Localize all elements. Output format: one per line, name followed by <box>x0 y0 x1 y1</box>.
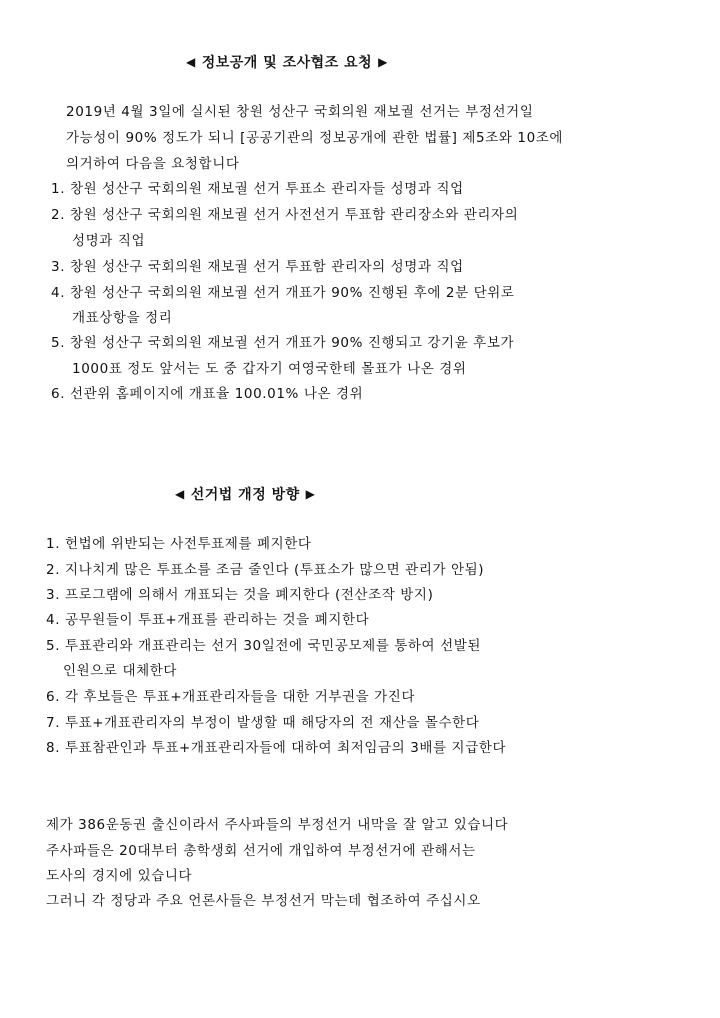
request-item-5-cont: 1000표 정도 앞서는 도 중 갑자기 여영국한테 몰표가 나온 경위 <box>72 361 467 377</box>
reform-item-5-cont: 인원으로 대체한다 <box>63 663 178 679</box>
closing-line-2: 주사파들은 20대부터 총학생회 선거에 개입하여 부정선거에 관해서는 <box>46 843 476 859</box>
reform-item-8: 8. 투표참관인과 투표+개표관리자들에 대하여 최저임금의 3배를 지급한다 <box>46 740 507 756</box>
reform-item-6: 6. 각 후보들은 투표+개표관리자들을 대한 거부권을 가진다 <box>46 689 416 705</box>
request-item-2-cont: 성명과 직업 <box>72 233 146 249</box>
intro-line-2: 가능성이 90% 정도가 되니 [공공기관의 정보공개에 관한 법률] 제5조와 10조에 <box>66 130 564 146</box>
intro-line-3: 의거하여 다음을 요청합니다 <box>66 156 240 172</box>
intro-line-1: 2019년 4월 3일에 실시된 창원 성산구 국회의원 재보궐 선거는 부정선거일 <box>66 104 534 120</box>
closing-line-1: 제가 386운동권 출신이라서 주사파들의 부정선거 내막을 잘 알고 있습니다 <box>46 817 509 833</box>
reform-item-4: 4. 공무원들이 투표+개표를 관리하는 것을 폐지한다 <box>46 612 370 628</box>
section2-heading <box>175 484 315 504</box>
right-triangle-icon: ▶ <box>305 487 316 501</box>
request-item-5: 5. 창원 성산구 국회의원 재보궐 선거 개표가 90% 진행되고 강기윤 후보가 <box>51 335 515 351</box>
request-item-3: 3. 창원 성산구 국회의원 재보궐 선거 투표함 관리자의 성명과 직업 <box>51 259 464 275</box>
section2-title: 선거법 개정 방향 <box>190 487 300 503</box>
request-item-6: 6. 선관위 홈페이지에 개표율 100.01% 나온 경위 <box>51 386 364 402</box>
closing-line-3: 도사의 경지에 있습니다 <box>46 868 193 884</box>
reform-item-2: 2. 지나치게 많은 투표소를 조금 줄인다 (투표소가 많으면 관리가 안됨) <box>46 562 485 578</box>
closing-line-4: 그러니 각 정당과 주요 언론사들은 부정선거 막는데 협조하여 주십시오 <box>46 893 481 909</box>
reform-item-5: 5. 투표관리와 개표관리는 선거 30일전에 국민공모제를 통하여 선발된 <box>46 638 482 654</box>
reform-item-3: 3. 프로그램에 의해서 개표되는 것을 폐지한다 (전산조작 방지) <box>46 587 434 603</box>
request-item-4: 4. 창원 성산구 국회의원 재보궐 선거 개표가 90% 진행된 후에 2분 단위로 <box>51 285 515 301</box>
left-triangle-icon: ◀ <box>175 487 185 501</box>
reform-item-1: 1. 헌법에 위반되는 사전투표제를 폐지한다 <box>46 536 312 552</box>
reform-item-7: 7. 투표+개표관리자의 부정이 발생할 때 해당자의 전 재산을 몰수한다 <box>46 715 480 731</box>
right-triangle-icon: ▶ <box>378 55 388 69</box>
section1-heading <box>186 52 388 72</box>
left-triangle-icon: ◀ <box>186 55 196 69</box>
section1-title: 정보공개 및 조사협조 요청 <box>201 55 373 71</box>
request-item-2: 2. 창원 성산구 국회의원 재보궐 선거 사전선거 투표함 관리장소와 관리자의 <box>51 207 519 223</box>
request-item-4-cont: 개표상항을 정리 <box>72 310 173 326</box>
request-item-1: 1. 창원 성산구 국회의원 재보궐 선거 투표소 관리자들 성명과 직업 <box>51 181 464 197</box>
